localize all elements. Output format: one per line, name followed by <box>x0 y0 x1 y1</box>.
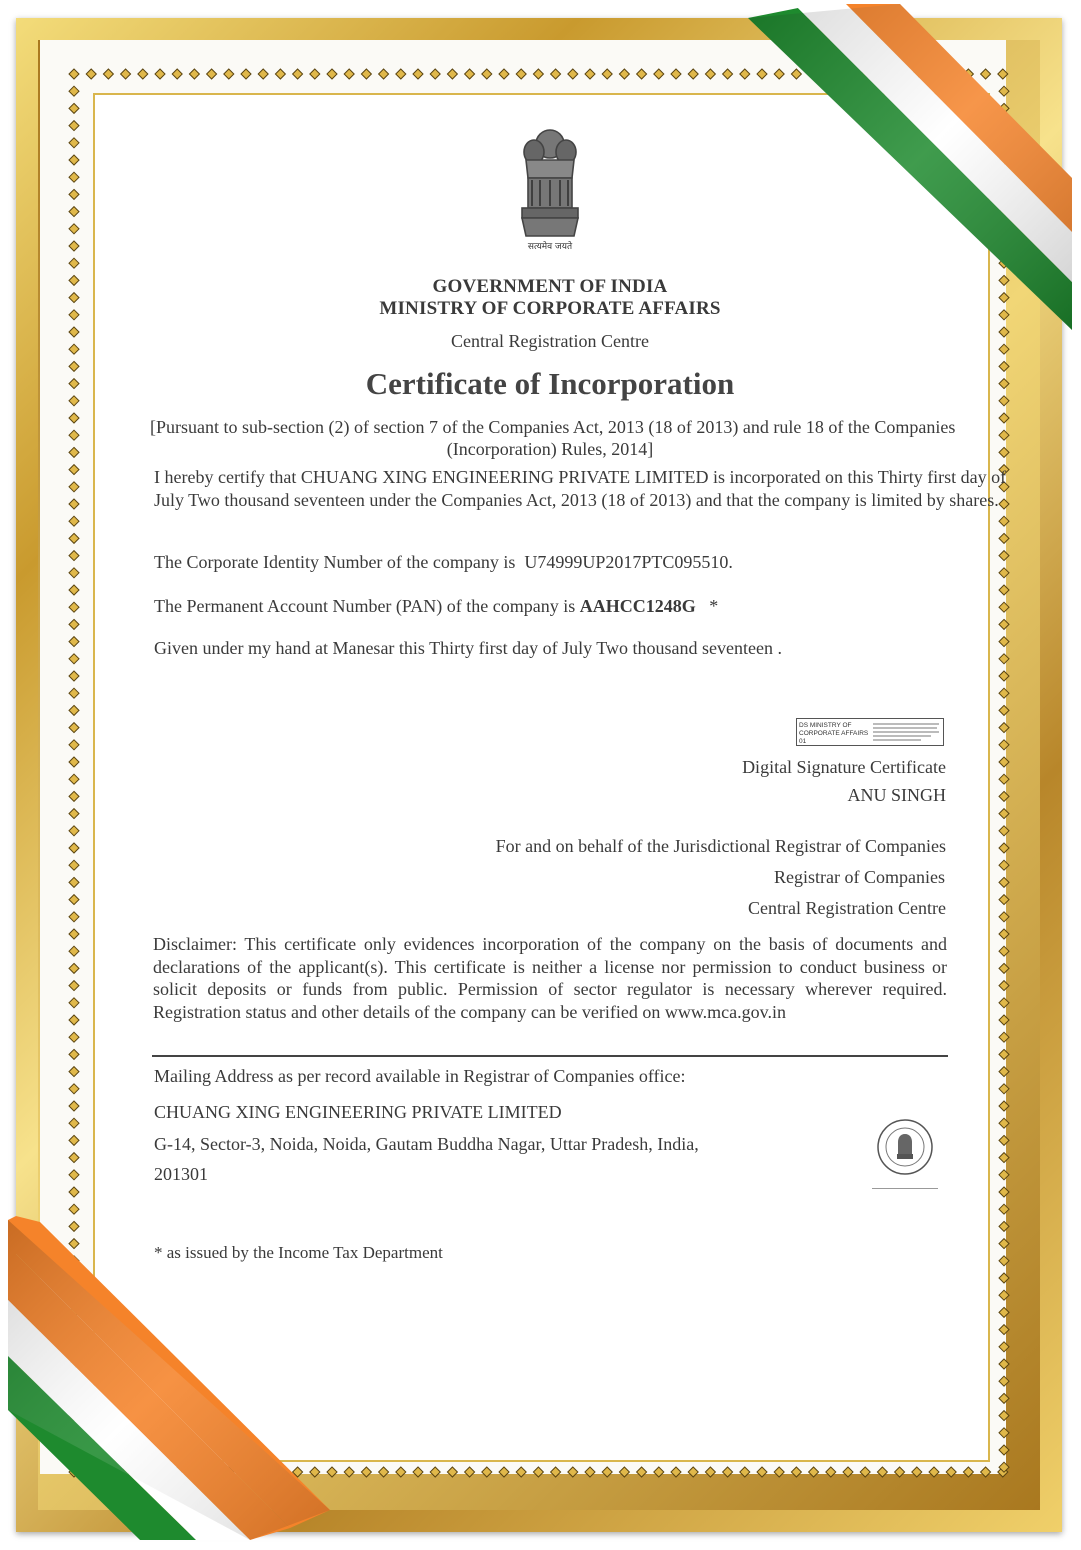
border-diamond <box>999 568 1009 578</box>
border-diamond <box>69 1118 79 1128</box>
border-diamond <box>877 1467 887 1477</box>
disclaimer-text: Disclaimer: This certificate only evidences incorporation of the company on the basis of documents and declarations of the applicant(s). This certificate is neither a license nor permission to conduct business or solicit deposits or funds from public. Permission of sector regulator is necessary wherever required. Registration status and other details of the company can be verified on www.mca.gov.in <box>153 934 947 1022</box>
border-diamond <box>533 69 543 79</box>
border-diamond <box>465 1467 475 1477</box>
border-diamond <box>671 1467 681 1477</box>
border-diamond <box>69 705 79 715</box>
border-diamond <box>999 1411 1009 1421</box>
border-diamond <box>121 69 131 79</box>
border-diamond <box>69 551 79 561</box>
border-diamond <box>69 998 79 1008</box>
border-diamond <box>533 1467 543 1477</box>
border-diamond <box>69 723 79 733</box>
border-diamond <box>69 69 79 79</box>
border-diamond <box>999 499 1009 509</box>
ministry-heading: MINISTRY OF CORPORATE AFFAIRS <box>379 298 721 319</box>
border-diamond <box>69 895 79 905</box>
border-diamond <box>999 1393 1009 1403</box>
border-diamond <box>843 1467 853 1477</box>
border-diamond <box>999 1067 1009 1077</box>
border-diamond <box>69 241 79 251</box>
border-diamond <box>69 791 79 801</box>
border-diamond <box>69 447 79 457</box>
border-diamond <box>999 1032 1009 1042</box>
mailing-heading: Mailing Address as per record available in Registrar of Companies office: <box>154 1066 686 1086</box>
border-diamond <box>69 1187 79 1197</box>
border-diamond <box>929 1467 939 1477</box>
border-diamond <box>999 619 1009 629</box>
border-diamond <box>999 809 1009 819</box>
border-diamond <box>568 69 578 79</box>
border-diamond <box>69 860 79 870</box>
border-diamond <box>69 207 79 217</box>
border-diamond <box>999 1342 1009 1352</box>
border-diamond <box>999 396 1009 406</box>
border-diamond <box>999 430 1009 440</box>
border-diamond <box>499 1467 509 1477</box>
border-diamond <box>69 929 79 939</box>
border-diamond <box>809 1467 819 1477</box>
border-diamond <box>69 1170 79 1180</box>
pan-label: The Permanent Account Number (PAN) of the company is <box>154 596 576 616</box>
border-diamond <box>999 826 1009 836</box>
border-diamond <box>447 69 457 79</box>
border-diamond <box>155 69 165 79</box>
border-diamond <box>69 258 79 268</box>
border-diamond <box>69 413 79 423</box>
border-diamond <box>258 69 268 79</box>
border-diamond <box>69 568 79 578</box>
border-diamond <box>379 69 389 79</box>
border-diamond <box>619 69 629 79</box>
border-diamond <box>999 860 1009 870</box>
border-diamond <box>396 69 406 79</box>
border-diamond <box>999 1445 1009 1455</box>
border-diamond <box>69 86 79 96</box>
border-diamond <box>999 1204 1009 1214</box>
registrar-line: Registrar of Companies <box>774 867 945 887</box>
signer-name: ANU SINGH <box>847 785 946 805</box>
border-diamond <box>585 1467 595 1477</box>
border-diamond <box>69 774 79 784</box>
border-diamond <box>430 1467 440 1477</box>
registrar-centre-line: Central Registration Centre <box>748 898 946 918</box>
border-diamond <box>69 1101 79 1111</box>
border-diamond <box>69 379 79 389</box>
signature-box-label: DS MINISTRY OF CORPORATE AFFAIRS 01 <box>799 722 869 745</box>
section-divider <box>152 1055 948 1057</box>
border-diamond <box>999 1015 1009 1025</box>
border-diamond <box>189 69 199 79</box>
border-diamond <box>344 69 354 79</box>
border-diamond <box>499 69 509 79</box>
cin-value: U74999UP2017PTC095510. <box>524 552 733 572</box>
border-diamond <box>946 1467 956 1477</box>
border-diamond <box>999 946 1009 956</box>
border-diamond <box>999 895 1009 905</box>
border-diamond <box>69 826 79 836</box>
behalf-line: For and on behalf of the Jurisdictional Registrar of Companies <box>495 836 946 856</box>
border-diamond <box>344 1467 354 1477</box>
seal-underline <box>872 1188 938 1189</box>
border-diamond <box>69 602 79 612</box>
border-diamond <box>999 361 1009 371</box>
border-diamond <box>999 1118 1009 1128</box>
border-diamond <box>69 344 79 354</box>
border-diamond <box>999 774 1009 784</box>
border-diamond <box>69 499 79 509</box>
border-diamond <box>207 69 217 79</box>
border-diamond <box>465 69 475 79</box>
cin-label: The Corporate Identity Number of the company is <box>154 552 516 572</box>
border-diamond <box>999 637 1009 647</box>
border-diamond <box>224 69 234 79</box>
emblem-motto: सत्यमेव जयते <box>527 242 573 252</box>
border-diamond <box>69 912 79 922</box>
border-diamond <box>69 155 79 165</box>
national-emblem-icon <box>512 122 588 252</box>
border-diamond <box>69 981 79 991</box>
border-diamond <box>361 69 371 79</box>
border-diamond <box>999 413 1009 423</box>
border-diamond <box>757 1467 767 1477</box>
given-statement: Given under my hand at Manesar this Thirty first day of July Two thousand seventeen . <box>154 638 782 658</box>
border-diamond <box>69 619 79 629</box>
border-diamond <box>826 1467 836 1477</box>
border-diamond <box>69 1135 79 1145</box>
border-diamond <box>999 981 1009 991</box>
border-diamond <box>69 275 79 285</box>
border-diamond <box>103 69 113 79</box>
border-diamond <box>172 69 182 79</box>
border-diamond <box>999 1325 1009 1335</box>
border-diamond <box>999 602 1009 612</box>
border-diamond <box>69 688 79 698</box>
border-diamond <box>999 585 1009 595</box>
border-diamond <box>999 1428 1009 1438</box>
border-diamond <box>69 1067 79 1077</box>
border-diamond <box>69 172 79 182</box>
border-diamond <box>69 516 79 526</box>
border-diamond <box>999 1049 1009 1059</box>
border-diamond <box>688 69 698 79</box>
border-diamond <box>69 1084 79 1094</box>
border-diamond <box>999 1359 1009 1369</box>
border-diamond <box>637 69 647 79</box>
border-diamond <box>551 69 561 79</box>
border-diamond <box>999 1101 1009 1111</box>
border-diamond <box>69 637 79 647</box>
footnote-text: * as issued by the Income Tax Department <box>154 1243 443 1262</box>
mailing-pincode: 201301 <box>154 1164 208 1184</box>
cin-statement <box>154 552 733 573</box>
border-diamond <box>516 1467 526 1477</box>
pursuant-line-2: (Incorporation) Rules, 2014] <box>446 439 654 459</box>
border-diamond <box>69 533 79 543</box>
border-diamond <box>912 1467 922 1477</box>
border-diamond <box>482 69 492 79</box>
border-diamond <box>482 1467 492 1477</box>
border-diamond <box>293 69 303 79</box>
border-diamond <box>86 69 96 79</box>
pan-value: AAHCC1248G <box>579 596 696 616</box>
dsc-label: Digital Signature Certificate <box>742 757 946 777</box>
border-diamond <box>138 69 148 79</box>
border-diamond <box>723 69 733 79</box>
border-diamond <box>999 447 1009 457</box>
border-diamond <box>69 482 79 492</box>
border-diamond <box>69 809 79 819</box>
certify-line-1: I hereby certify that CHUANG XING ENGINEERING PRIVATE LIMITED is incorporated on this Thirty first day of <box>154 467 1007 487</box>
signature-details-icon <box>871 721 941 743</box>
border-diamond <box>69 396 79 406</box>
border-diamond <box>999 671 1009 681</box>
border-diamond <box>999 654 1009 664</box>
border-diamond <box>999 1239 1009 1249</box>
border-diamond <box>69 293 79 303</box>
tricolor-ribbon-top-right <box>740 0 1081 340</box>
border-diamond <box>69 843 79 853</box>
border-diamond <box>396 1467 406 1477</box>
mailing-company: CHUANG XING ENGINEERING PRIVATE LIMITED <box>154 1102 562 1122</box>
border-diamond <box>69 757 79 767</box>
border-diamond <box>999 705 1009 715</box>
border-diamond <box>69 189 79 199</box>
border-diamond <box>999 1290 1009 1300</box>
border-diamond <box>69 1015 79 1025</box>
border-diamond <box>999 843 1009 853</box>
border-diamond <box>602 1467 612 1477</box>
border-diamond <box>69 1049 79 1059</box>
border-diamond <box>516 69 526 79</box>
border-diamond <box>860 1467 870 1477</box>
border-diamond <box>999 998 1009 1008</box>
border-diamond <box>999 1084 1009 1094</box>
certificate-title: Certificate of Incorporation <box>365 366 735 401</box>
border-diamond <box>69 877 79 887</box>
border-diamond <box>379 1467 389 1477</box>
border-diamond <box>895 1467 905 1477</box>
border-diamond <box>447 1467 457 1477</box>
border-diamond <box>999 1135 1009 1145</box>
border-diamond <box>654 1467 664 1477</box>
border-diamond <box>69 963 79 973</box>
border-diamond <box>619 1467 629 1477</box>
border-diamond <box>69 671 79 681</box>
border-diamond <box>999 344 1009 354</box>
border-diamond <box>413 69 423 79</box>
border-diamond <box>999 1273 1009 1283</box>
border-diamond <box>69 103 79 113</box>
border-diamond <box>740 1467 750 1477</box>
border-diamond <box>999 688 1009 698</box>
border-diamond <box>999 551 1009 561</box>
border-diamond <box>637 1467 647 1477</box>
border-diamond <box>551 1467 561 1477</box>
border-diamond <box>999 1187 1009 1197</box>
border-diamond <box>69 654 79 664</box>
border-diamond <box>963 1467 973 1477</box>
border-diamond <box>327 69 337 79</box>
border-diamond <box>430 69 440 79</box>
border-diamond <box>585 69 595 79</box>
border-diamond <box>69 327 79 337</box>
border-diamond <box>999 1170 1009 1180</box>
border-diamond <box>791 1467 801 1477</box>
border-diamond <box>705 1467 715 1477</box>
border-diamond <box>999 516 1009 526</box>
pan-asterisk: * <box>709 596 719 616</box>
border-diamond <box>69 310 79 320</box>
pan-statement <box>154 596 718 617</box>
border-diamond <box>999 740 1009 750</box>
border-diamond <box>999 723 1009 733</box>
border-diamond <box>654 69 664 79</box>
border-diamond <box>69 430 79 440</box>
border-diamond <box>999 379 1009 389</box>
border-diamond <box>361 1467 371 1477</box>
government-heading: GOVERNMENT OF INDIA <box>432 276 668 297</box>
border-diamond <box>413 1467 423 1477</box>
border-diamond <box>981 1467 991 1477</box>
tricolor-ribbon-bottom-left <box>0 1210 340 1550</box>
border-diamond <box>69 1153 79 1163</box>
border-diamond <box>568 1467 578 1477</box>
pursuant-line-1: [Pursuant to sub-section (2) of section 7 of the Companies Act, 2013 (18 of 2013) and rule 18 of the Companies <box>150 417 956 437</box>
border-diamond <box>999 1376 1009 1386</box>
border-diamond <box>602 69 612 79</box>
border-diamond <box>671 69 681 79</box>
border-diamond <box>69 224 79 234</box>
certify-line-2: July Two thousand seventeen under the Companies Act, 2013 (18 of 2013) and that the company is limited by shares. <box>154 490 999 510</box>
mailing-address: G-14, Sector-3, Noida, Noida, Gautam Buddha Nagar, Uttar Pradesh, India, <box>154 1134 699 1154</box>
border-diamond <box>310 69 320 79</box>
border-diamond <box>69 465 79 475</box>
registrar-seal-icon <box>876 1118 934 1176</box>
border-diamond <box>275 69 285 79</box>
border-diamond <box>774 1467 784 1477</box>
border-diamond <box>69 740 79 750</box>
border-diamond <box>999 757 1009 767</box>
border-diamond <box>241 69 251 79</box>
border-diamond <box>69 585 79 595</box>
border-diamond <box>999 1153 1009 1163</box>
border-diamond <box>999 1221 1009 1231</box>
border-diamond <box>69 361 79 371</box>
centre-heading: Central Registration Centre <box>451 331 649 351</box>
border-diamond <box>69 138 79 148</box>
border-diamond <box>999 1307 1009 1317</box>
border-diamond <box>999 929 1009 939</box>
border-diamond <box>69 1032 79 1042</box>
digital-signature-box <box>796 718 944 746</box>
border-diamond <box>999 912 1009 922</box>
border-diamond <box>999 963 1009 973</box>
border-diamond <box>999 791 1009 801</box>
border-diamond <box>69 121 79 131</box>
border-diamond <box>999 1256 1009 1266</box>
border-diamond <box>688 1467 698 1477</box>
border-diamond <box>723 1467 733 1477</box>
border-diamond <box>69 946 79 956</box>
border-diamond <box>999 533 1009 543</box>
border-diamond <box>999 877 1009 887</box>
border-diamond <box>705 69 715 79</box>
